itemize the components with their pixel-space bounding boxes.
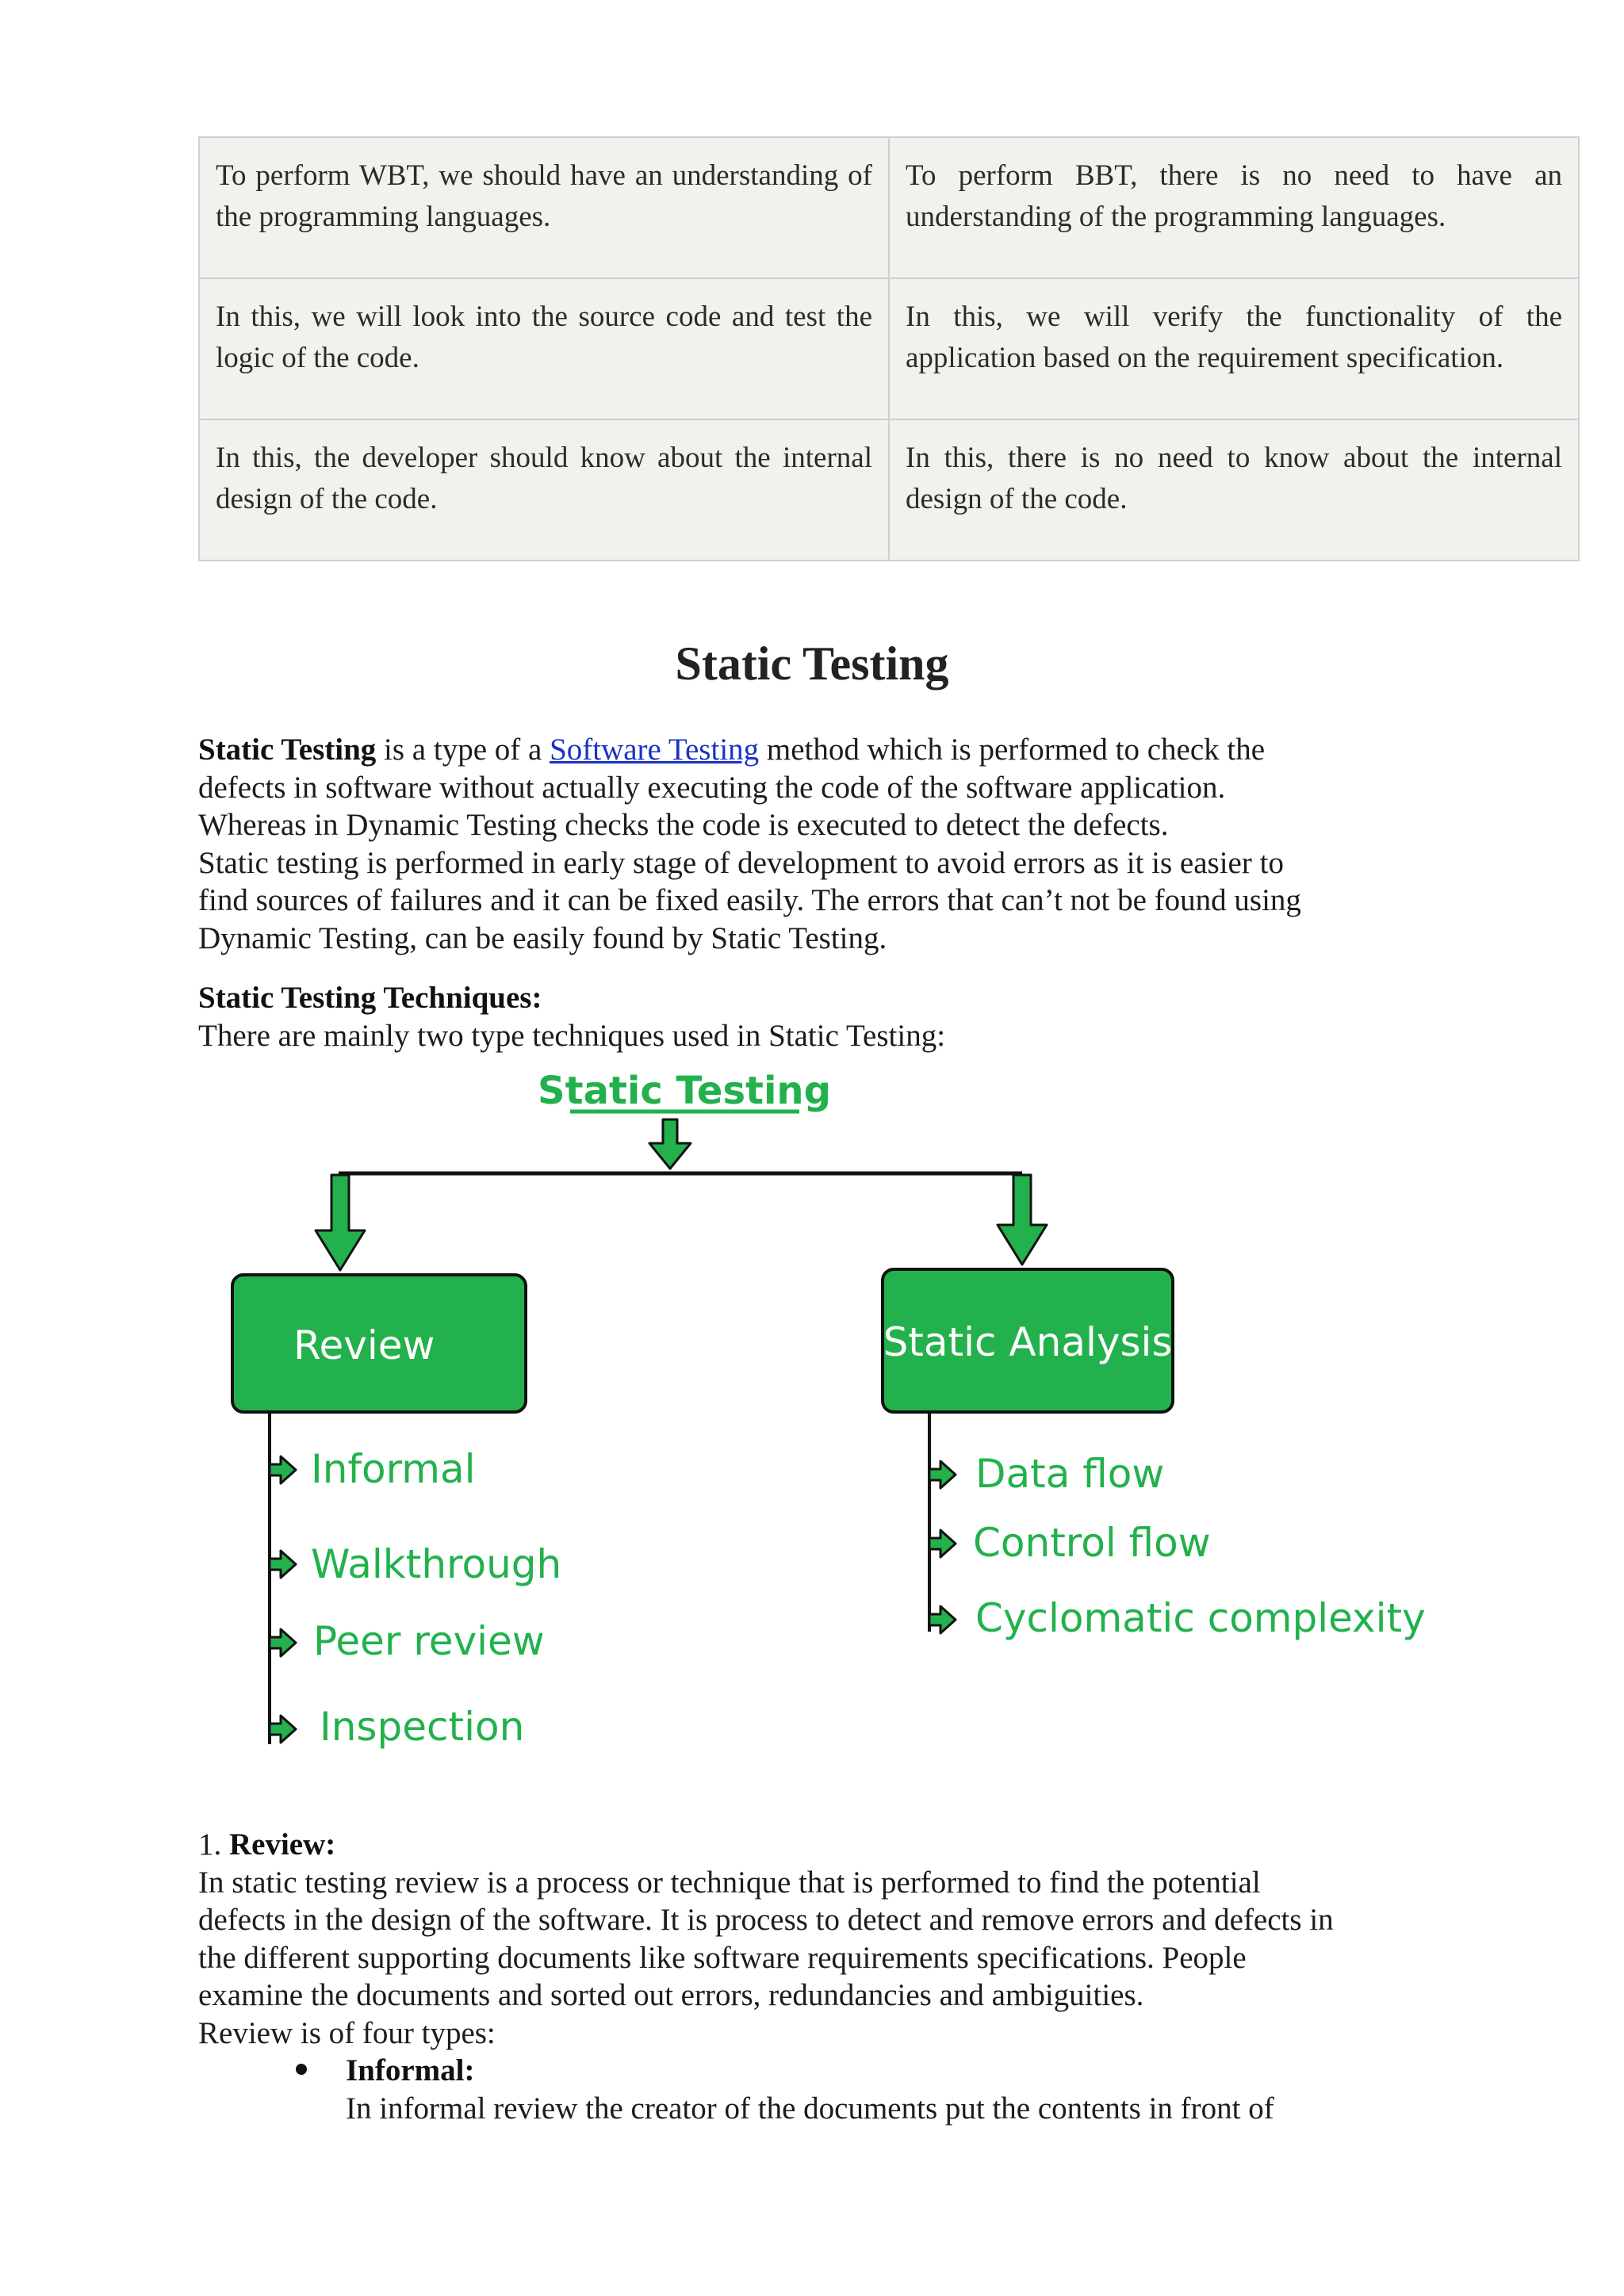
table-row bbox=[199, 419, 1579, 561]
diagram-title: Static Testing bbox=[538, 1069, 831, 1113]
intro-line-3: Whereas in Dynamic Testing checks the code is executed to detect the defects. bbox=[198, 808, 1169, 842]
review-section bbox=[198, 1826, 1334, 2052]
bullet-heading: Informal: bbox=[346, 2053, 475, 2087]
intro-line-4: Static testing is performed in early stage of development to avoid errors as it is easier to bbox=[198, 845, 1284, 880]
bullet-item bbox=[346, 2052, 1274, 2127]
review-line-2: defects in the design of the software. It is process to detect and remove errors and defects in bbox=[198, 1903, 1334, 1937]
table-row bbox=[199, 137, 1579, 278]
techniques-heading: Static Testing Techniques: bbox=[198, 981, 542, 1015]
review-number: 1. bbox=[198, 1827, 229, 1862]
intro-line-2: defects in software without actually executing the code of the software application. bbox=[198, 770, 1226, 805]
arrow-down-icon bbox=[998, 1175, 1047, 1265]
techniques-text: There are mainly two type techniques used in Static Testing: bbox=[198, 1018, 946, 1053]
review-item-inspection: Inspection bbox=[320, 1704, 525, 1750]
arrow-right-icon bbox=[270, 1716, 296, 1743]
review-line-1: In static testing review is a process or technique that is performed to find the potential bbox=[198, 1865, 1261, 1900]
table-cell: To perform WBT, we should have an understanding of the programming languages. bbox=[199, 137, 889, 278]
software-testing-link[interactable]: Software Testing bbox=[550, 733, 760, 767]
static-analysis-box-label: Static Analysis bbox=[883, 1319, 1173, 1365]
review-line-4: examine the documents and sorted out errors, redundancies and ambiguities. bbox=[198, 1978, 1144, 2012]
table-cell: In this, there is no need to know about the internal design of the code. bbox=[889, 419, 1579, 561]
static-testing-diagram bbox=[0, 1062, 1624, 1760]
analysis-item-cyclomatic-complexity: Cyclomatic complexity bbox=[975, 1595, 1426, 1641]
arrow-down-icon bbox=[649, 1119, 691, 1169]
bullet-text: In informal review the creator of the documents put the contents in front of bbox=[346, 2091, 1274, 2126]
review-item-walkthrough: Walkthrough bbox=[311, 1541, 562, 1587]
intro-text: is a type of a bbox=[376, 733, 550, 767]
table-cell: In this, we will verify the functionality of the application based on the requirement specification. bbox=[889, 278, 1579, 419]
arrow-right-icon bbox=[270, 1629, 296, 1656]
review-item-peer-review: Peer review bbox=[313, 1618, 545, 1664]
section-title: Static Testing bbox=[675, 637, 949, 690]
comparison-table bbox=[198, 136, 1580, 561]
bullet-icon bbox=[296, 2064, 307, 2075]
review-item-informal: Informal bbox=[311, 1446, 476, 1492]
intro-bold-term: Static Testing bbox=[198, 733, 377, 767]
review-line-5: Review is of four types: bbox=[198, 2015, 496, 2050]
arrow-right-icon bbox=[270, 1456, 296, 1483]
review-heading: Review: bbox=[229, 1827, 336, 1862]
table-cell: To perform BBT, there is no need to have an understanding of the programming languages. bbox=[889, 137, 1579, 278]
intro-text: method which is performed to check the bbox=[759, 733, 1266, 767]
arrow-down-icon bbox=[316, 1175, 365, 1270]
intro-paragraph bbox=[198, 731, 1301, 957]
table-cell: In this, we will look into the source code and test the logic of the code. bbox=[199, 278, 889, 419]
techniques-paragraph bbox=[198, 979, 945, 1054]
review-box-label: Review bbox=[293, 1322, 435, 1368]
review-line-3: the different supporting documents like software requirements specifications. People bbox=[198, 1940, 1247, 1975]
table-row bbox=[199, 278, 1579, 419]
intro-line-1 bbox=[198, 731, 1301, 769]
arrow-right-icon bbox=[270, 1551, 296, 1578]
analysis-item-data-flow: Data flow bbox=[975, 1451, 1165, 1497]
arrow-right-icon bbox=[929, 1530, 956, 1557]
intro-line-5: find sources of failures and it can be fixed easily. The errors that can’t not be found using bbox=[198, 883, 1301, 917]
arrow-right-icon bbox=[929, 1461, 956, 1488]
analysis-item-control-flow: Control flow bbox=[973, 1520, 1211, 1566]
intro-line-6: Dynamic Testing, can be easily found by Static Testing. bbox=[198, 920, 887, 955]
table-cell: In this, the developer should know about the internal design of the code. bbox=[199, 419, 889, 561]
arrow-right-icon bbox=[929, 1606, 956, 1633]
